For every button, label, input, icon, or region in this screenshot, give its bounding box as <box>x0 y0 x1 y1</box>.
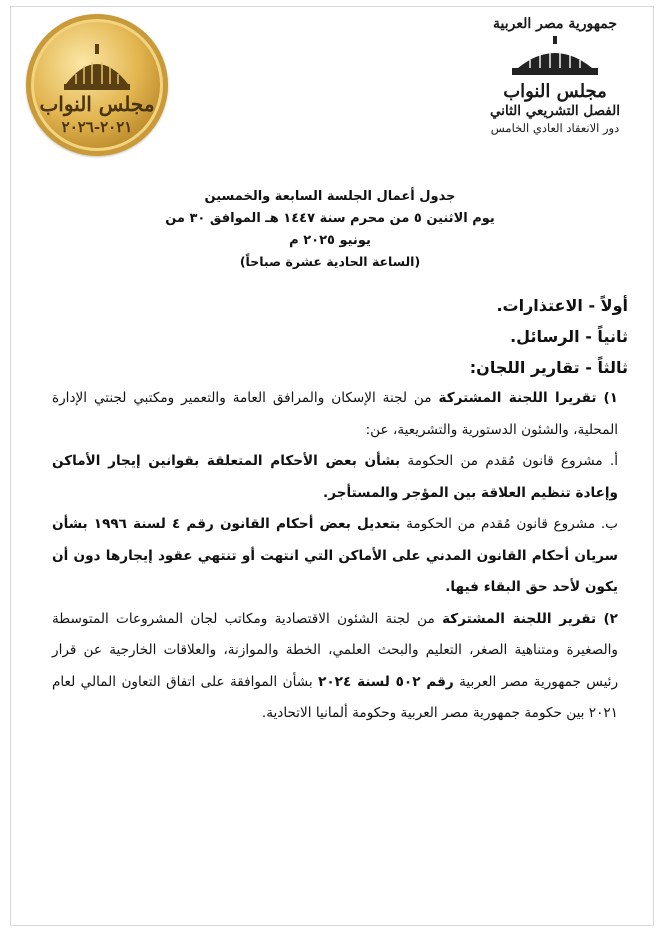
agenda-time-line: (الساعة الحادية عشرة صباحاً) <box>239 254 421 269</box>
section-committee-reports: ثالثاً - تقارير اللجان: <box>469 358 628 377</box>
agenda-item-1a <box>52 446 618 509</box>
item-lead: تقرير اللجنة المشتركة <box>442 610 597 627</box>
agenda-item-2 <box>52 604 618 730</box>
item-bold: بشأن بعض الأحكام المتعلقة بقوانين إيجار الأماكن وإعادة تنظيم العلاقة بين المؤجر والمستأجر. <box>52 453 618 501</box>
seal-years: ٢٠٢١-٢٠٢٦ <box>61 118 133 136</box>
seal-name: مجلس النواب <box>39 92 155 116</box>
agenda-date-line: يوم الاثنين ٥ من محرم سنة ١٤٤٧ هـ الموافق ٣٠ من يونيو ٢٠٢٥ م <box>165 211 495 248</box>
decree-number: رقم ٥٠٢ لسنة ٢٠٢٤ <box>318 673 454 690</box>
letterhead <box>470 16 640 136</box>
item-plain: مشروع قانون مُقدم من الحكومة <box>406 516 596 532</box>
item-bold: بتعديل بعض أحكام القانون رقم ٤ لسنة ١٩٩٦ بشأن سريان أحكام القانون المدني على الأماكن التي انتهت أو تنتهي عقود إيجارها دون أن يكون لأحد حق البقاء فيها. <box>52 516 618 595</box>
item-mark: ب. <box>600 516 618 532</box>
legislative-term: الفصل التشريعي الثاني <box>489 103 621 119</box>
agenda-item-1b <box>52 509 618 604</box>
dome-emblem-icon <box>500 34 610 80</box>
agenda-item-1 <box>52 383 618 446</box>
section-apologies: أولاً - الاعتذارات. <box>496 296 628 315</box>
agenda-title <box>150 186 510 272</box>
council-name: مجلس النواب <box>503 81 607 102</box>
section-letters: ثانياً - الرسائل. <box>510 327 628 346</box>
item-mark: أ. <box>609 453 618 469</box>
item-plain: مشروع قانون مُقدم من الحكومة <box>407 453 603 469</box>
item-number: ١) <box>603 390 618 406</box>
parliament-seal <box>26 14 168 156</box>
item-text-2: بشأن الموافقة على اتفاق التعاون المالي لعام ٢٠٢١ بين حكومة جمهورية مصر العربية وحكومة ألمانيا الاتحادية. <box>52 673 618 721</box>
item-text: من لجنة الإسكان والمرافق العامة والتعمير ومكتبي لجنتي الإدارة المحلية، والشئون الدستورية والتشريعية، عن: <box>52 390 618 438</box>
republic-name: جمهورية مصر العربية <box>493 16 617 32</box>
agenda-title-line: جدول أعمال الجلسة السابعة والخمسين <box>204 189 456 204</box>
agenda-body <box>52 290 628 730</box>
item-text: من لجنة الشئون الاقتصادية ومكاتب لجان المشروعات المتوسطة والصغيرة ومتناهية الصغر، التعليم والبحث العلمي، الخطة والموازنة، والعلاقات الخارجية عن قرار رئيس جمهورية مصر العربية <box>52 610 619 690</box>
item-number: ٢) <box>603 610 618 627</box>
session-round: دور الانعقاد العادي الخامس <box>490 121 620 135</box>
item-lead: تقريرا اللجنة المشتركة <box>438 390 597 406</box>
